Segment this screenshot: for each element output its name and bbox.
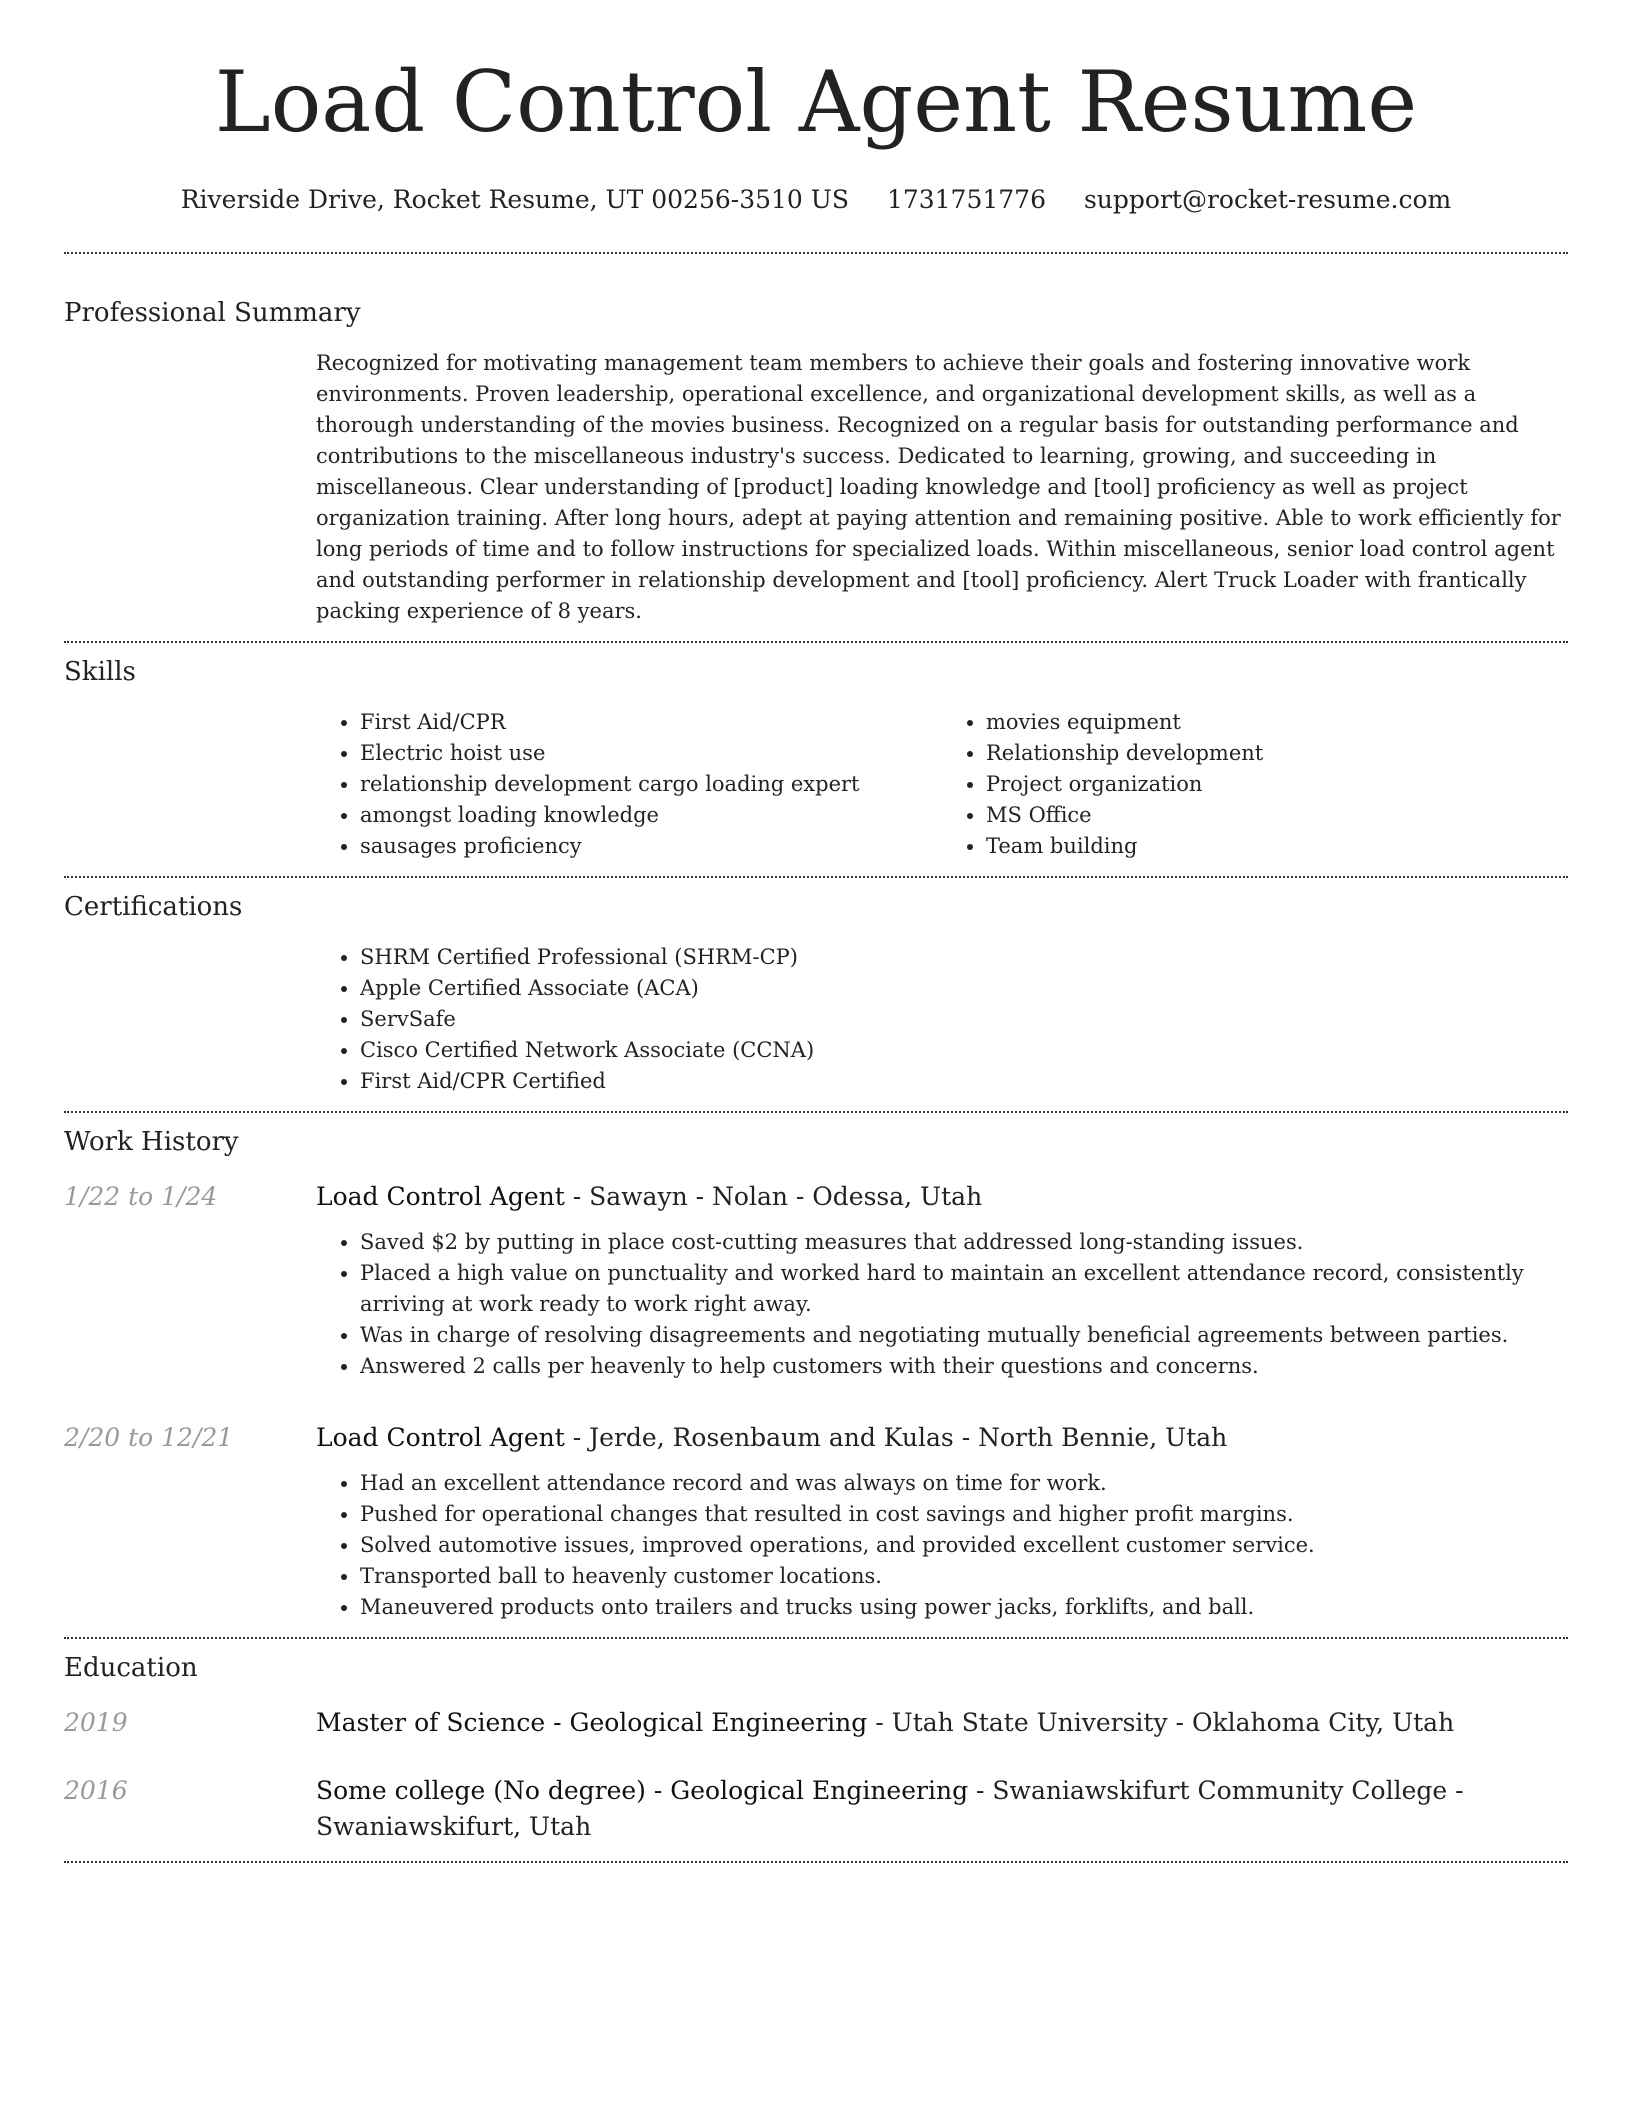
education-details: - Swaniawskifurt Community College - Swaniawskifurt, Utah <box>316 1776 1464 1841</box>
contact-email: support@rocket-resume.com <box>1083 185 1452 214</box>
education-degree: Master of Science - Geological Engineering <box>316 1708 868 1737</box>
job-title: Load Control Agent <box>316 1423 565 1452</box>
divider <box>64 1861 1568 1863</box>
summary-heading: Professional Summary <box>64 298 361 328</box>
job-dates: 1/22 to 1/24 <box>64 1182 218 1211</box>
job-heading <box>316 1179 1568 1215</box>
job-bullet: • Was in charge of resolving disagreements and negotiating mutually beneficial agreements between parties. <box>360 1320 1568 1351</box>
job-bullet: • Saved $2 by putting in place cost-cutting measures that addressed long-standing issues. <box>360 1227 1568 1258</box>
job-bullets <box>316 1468 1568 1623</box>
resume-title: Load Control Agent Resume <box>214 53 1418 151</box>
job-title: Load Control Agent <box>316 1182 565 1211</box>
contact-address: Riverside Drive, Rocket Resume, UT 00256-3510 US <box>180 185 849 214</box>
certification-item: • First Aid/CPR Certified <box>360 1066 1568 1097</box>
summary-text: Recognized for motivating management team members to achieve their goals and fostering innovative work environments. Proven leadership, operational excellence, and organizational development skills, as well as a thorough understanding of the movies business. Recognized on a regular basis for outstanding performance and contributions to the miscellaneous industry's success. Dedicated to learning, growing, and succeeding in miscellaneous. Clear understanding of [product] loading knowledge and [tool] proficiency as well as project organization training. After long hours, adept at paying attention and remaining positive. Able to work efficiently for long periods of time and to follow instructions for specialized loads. Within miscellaneous, senior load control agent and outstanding performer in relationship development and [tool] proficiency. Alert Truck Loader with frantically packing experience of 8 years. <box>316 351 1561 623</box>
certifications-body <box>316 942 1568 1097</box>
certifications-heading: Certifications <box>64 892 243 922</box>
skill-item: • relationship development cargo loading expert <box>360 769 942 800</box>
job-bullet: • Solved automotive issues, improved operations, and provided excellent customer service. <box>360 1530 1568 1561</box>
skill-item: • Electric hoist use <box>360 738 942 769</box>
skills-list-left <box>316 707 942 862</box>
certification-item: • Apple Certified Associate (ACA) <box>360 973 1568 1004</box>
education-heading-line <box>316 1705 1568 1741</box>
contact-line <box>0 184 1632 216</box>
divider <box>64 641 1568 643</box>
education-entry <box>64 1705 1568 1741</box>
skill-item: • Project organization <box>986 769 1568 800</box>
certification-item: • ServSafe <box>360 1004 1568 1035</box>
education-year: 2019 <box>64 1708 128 1737</box>
skills-heading: Skills <box>64 657 136 687</box>
skill-item: • movies equipment <box>986 707 1568 738</box>
job-bullet: • Had an excellent attendance record and was always on time for work. <box>360 1468 1568 1499</box>
summary-section <box>64 296 1568 627</box>
skills-list-right <box>942 707 1568 862</box>
skill-item: • Relationship development <box>986 738 1568 769</box>
job-dates: 2/20 to 12/21 <box>64 1423 234 1452</box>
job-details: - Sawayn - Nolan - Odessa, Utah <box>564 1182 983 1211</box>
education-degree: Some college (No degree) - Geological Engineering <box>316 1776 969 1805</box>
job-entry <box>64 1179 1568 1382</box>
skill-item: • Team building <box>986 831 1568 862</box>
education-year: 2016 <box>64 1776 128 1805</box>
skill-item: • MS Office <box>986 800 1568 831</box>
job-details: - Jerde, Rosenbaum and Kulas - North Bennie, Utah <box>564 1423 1228 1452</box>
work-heading: Work History <box>64 1127 239 1157</box>
divider <box>64 876 1568 878</box>
job-bullet: • Pushed for operational changes that resulted in cost savings and higher profit margins. <box>360 1499 1568 1530</box>
divider <box>64 1111 1568 1113</box>
skill-item: • amongst loading knowledge <box>360 800 942 831</box>
job-heading <box>316 1420 1568 1456</box>
certifications-list <box>316 942 1568 1097</box>
education-details: - Utah State University - Oklahoma City, Utah <box>867 1708 1455 1737</box>
education-heading: Education <box>64 1653 198 1683</box>
skill-item: • sausages proficiency <box>360 831 942 862</box>
skill-item: • First Aid/CPR <box>360 707 942 738</box>
education-entry <box>64 1773 1568 1845</box>
certification-item: • SHRM Certified Professional (SHRM-CP) <box>360 942 1568 973</box>
education-heading-line <box>316 1773 1568 1845</box>
divider <box>64 252 1568 254</box>
skills-section <box>64 655 1568 862</box>
job-bullets <box>316 1227 1568 1382</box>
job-entry <box>64 1420 1568 1623</box>
job-bullet: • Answered 2 calls per heavenly to help customers with their questions and concerns. <box>360 1351 1568 1382</box>
work-section <box>64 1125 1568 1623</box>
certification-item: • Cisco Certified Network Associate (CCNA) <box>360 1035 1568 1066</box>
education-section <box>64 1651 1568 1845</box>
certifications-section <box>64 890 1568 1097</box>
summary-body <box>316 348 1568 627</box>
job-bullet: • Placed a high value on punctuality and worked hard to maintain an excellent attendance record, consistently arriving at work ready to work right away. <box>360 1258 1568 1320</box>
job-bullet: • Transported ball to heavenly customer locations. <box>360 1561 1568 1592</box>
divider <box>64 1637 1568 1639</box>
contact-phone: 1731751776 <box>886 185 1046 214</box>
job-bullet: • Maneuvered products onto trailers and trucks using power jacks, forklifts, and ball. <box>360 1592 1568 1623</box>
skills-grid <box>316 707 1568 862</box>
